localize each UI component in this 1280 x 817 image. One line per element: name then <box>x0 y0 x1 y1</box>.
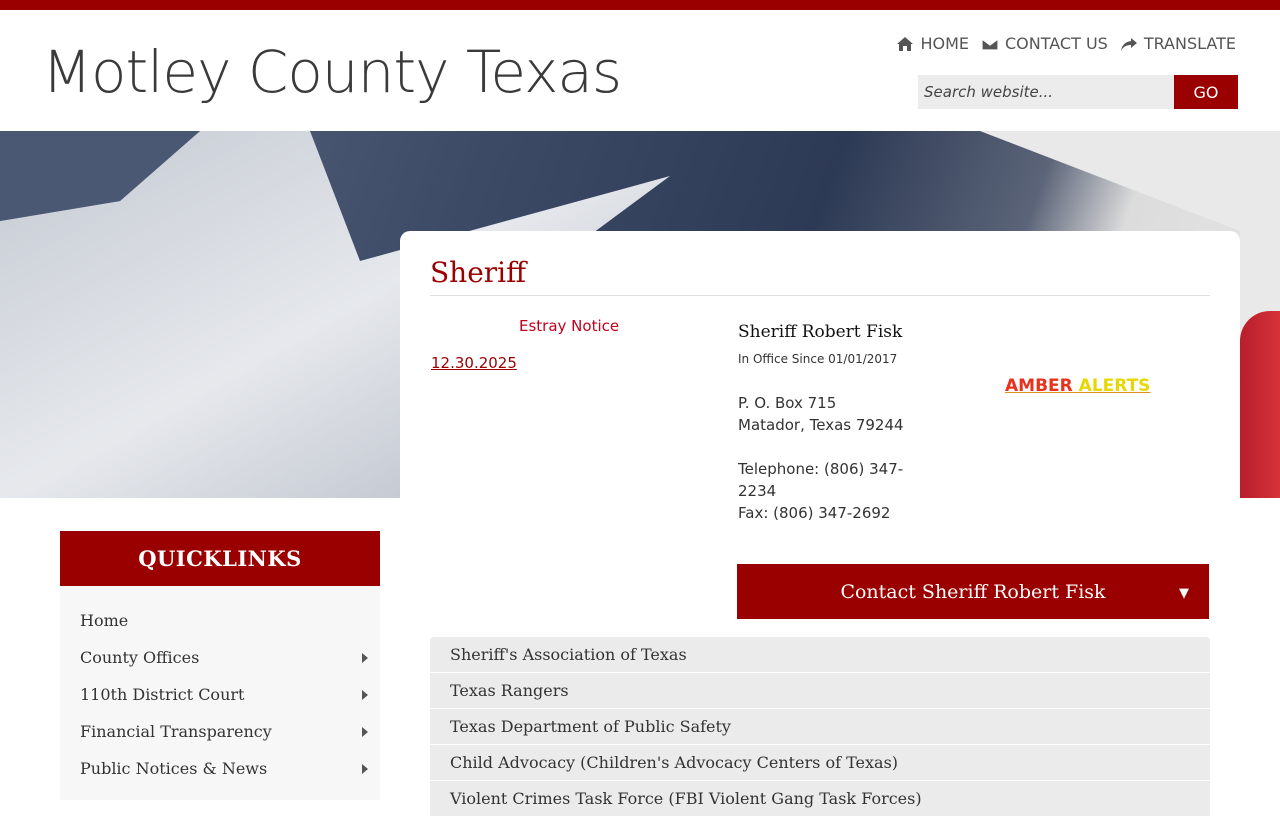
page-title: Sheriff <box>430 256 527 289</box>
resource-link[interactable]: Sheriff's Association of Texas <box>430 637 1210 673</box>
nav-home-link[interactable] <box>896 34 969 53</box>
search-go-button[interactable]: GO <box>1174 75 1238 109</box>
resource-link[interactable]: Texas Rangers <box>430 673 1210 709</box>
resource-links-list <box>430 637 1210 817</box>
quicklink-label: Financial Transparency <box>80 722 272 741</box>
quicklink-public-notices[interactable] <box>60 750 380 787</box>
nav-contact-label: CONTACT US <box>1004 34 1108 53</box>
nav-contact-link[interactable] <box>981 34 1108 53</box>
sheriff-name: Sheriff Robert Fisk <box>738 322 903 342</box>
quicklink-label: County Offices <box>80 648 200 667</box>
top-nav <box>896 34 1236 53</box>
quicklink-label: 110th District Court <box>80 685 245 704</box>
submenu-arrow-icon <box>362 727 368 737</box>
resource-link[interactable]: Texas Department of Public Safety <box>430 709 1210 745</box>
quicklink-label: Public Notices & News <box>80 759 268 778</box>
site-title[interactable]: Motley County Texas <box>42 38 622 106</box>
flag-red-stripe <box>1240 311 1280 498</box>
address-line-2: Matador, Texas 79244 <box>738 416 904 434</box>
date-link[interactable]: 12.30.2025 <box>431 354 517 372</box>
envelope-icon <box>981 36 999 52</box>
resource-link[interactable]: Child Advocacy (Children's Advocacy Centers of Texas) <box>430 745 1210 781</box>
quicklink-district-court[interactable] <box>60 676 380 713</box>
search-input[interactable] <box>918 75 1174 109</box>
submenu-arrow-icon <box>362 764 368 774</box>
nav-translate-link[interactable] <box>1120 34 1236 53</box>
resource-link[interactable]: Violent Crimes Task Force (FBI Violent Gang Task Forces) <box>430 781 1210 817</box>
quicklink-county-offices[interactable] <box>60 639 380 676</box>
top-accent-bar <box>0 0 1280 10</box>
quicklink-home[interactable] <box>60 602 380 639</box>
amber-alerts-link[interactable] <box>1005 376 1150 396</box>
title-divider <box>430 295 1210 296</box>
address-line-1: P. O. Box 715 <box>738 394 837 412</box>
fax: Fax: (806) 347-2692 <box>738 504 891 522</box>
share-arrow-icon <box>1120 36 1138 52</box>
contact-sheriff-label: Contact Sheriff Robert Fisk <box>840 580 1106 603</box>
contact-sheriff-button[interactable] <box>737 564 1209 619</box>
caret-down-icon: ▼ <box>1179 586 1189 601</box>
site-header <box>0 10 1280 131</box>
alerts-word: ALERTS <box>1078 376 1151 396</box>
sheriff-in-office-since: In Office Since 01/01/2017 <box>738 352 898 366</box>
nav-translate-label: TRANSLATE <box>1143 34 1236 53</box>
quicklink-financial-transparency[interactable] <box>60 713 380 750</box>
submenu-arrow-icon <box>362 653 368 663</box>
quicklinks-heading: QUICKLINKS <box>60 531 380 586</box>
quicklink-label: Home <box>80 611 129 630</box>
quicklinks-list <box>60 586 380 800</box>
nav-home-label: HOME <box>920 34 969 53</box>
home-icon <box>896 36 914 52</box>
submenu-arrow-icon <box>362 690 368 700</box>
estray-notice-link[interactable]: Estray Notice <box>519 317 620 335</box>
telephone: Telephone: (806) 347-2234 <box>738 460 904 500</box>
search-bar <box>918 75 1238 109</box>
amber-word: AMBER <box>1005 376 1073 396</box>
